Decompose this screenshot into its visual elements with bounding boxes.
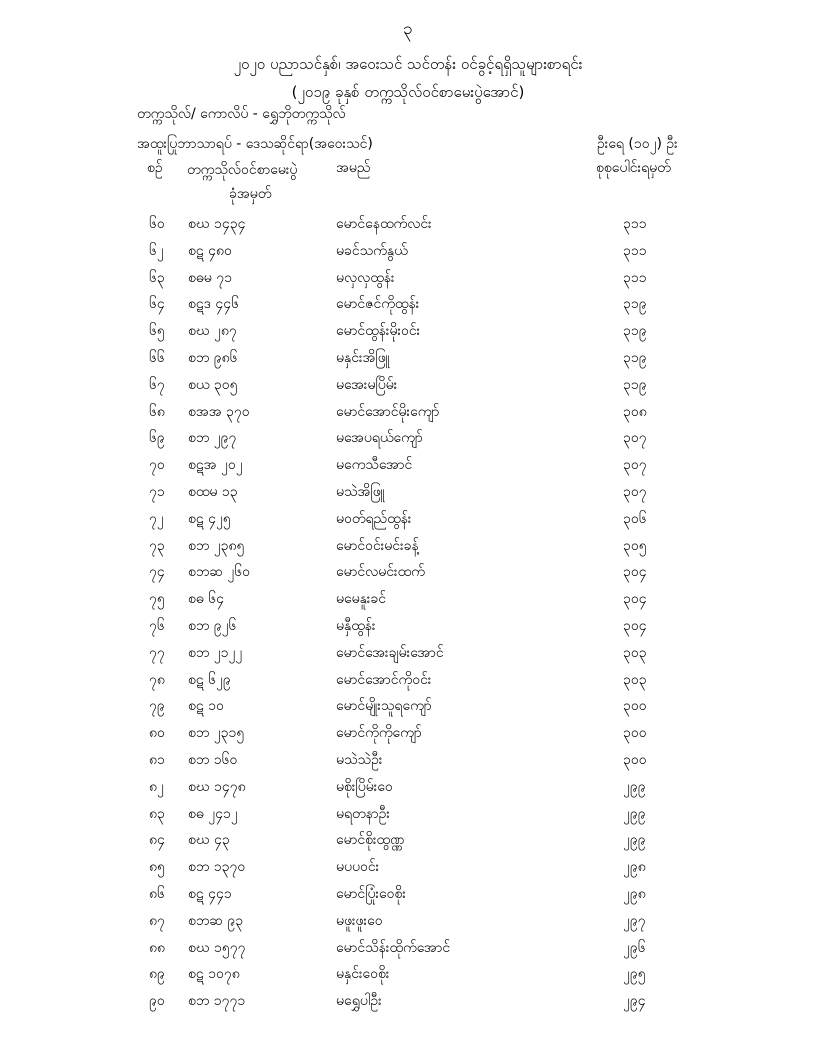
row-sr: ၈၃: [149, 805, 165, 822]
row-roll-number: စဘ ၁၆၀: [188, 752, 238, 768]
row-sr: ၈၈: [149, 939, 165, 956]
row-marks: ၂၉၈: [623, 859, 646, 876]
row-roll-number: စဘ ၂၃၁၅: [188, 725, 245, 742]
table-row: [0, 375, 816, 402]
row-roll-number: စဃ ၄၃: [188, 832, 230, 849]
row-name: မစိုးပြိမ်းဝေ: [336, 778, 393, 795]
row-sr: ၆၀: [149, 216, 165, 232]
row-name: မောင်အောင်ကိုဝင်း: [336, 671, 432, 688]
row-name: မအေးမပြိမ်း: [336, 376, 398, 393]
row-marks: ၂၉၉: [623, 778, 646, 795]
row-roll-number: စဓ ၂၄၁၂: [188, 805, 238, 822]
row-roll-number: စဋ ၁၀၇၈: [188, 966, 240, 983]
row-sr: ၈၁: [149, 752, 165, 768]
row-sr: ၇၂: [149, 510, 164, 527]
table-row: [0, 750, 816, 777]
row-marks: ၃၀၃: [623, 644, 647, 661]
table-row: [0, 321, 816, 348]
row-marks: ၃၀၄: [623, 618, 647, 634]
specialization-line: အထူးပြုဘာသာရပ် - ဒေသဆိုင်ရာ(အဝေးသင်): [137, 136, 373, 152]
row-name: မောင်သိန်းထိုက်အောင်: [336, 939, 451, 956]
row-roll-number: စဃ ၁၄၃၄: [188, 216, 246, 232]
table-row: [0, 294, 816, 321]
row-sr: ၇၈: [149, 671, 165, 688]
row-roll-number: စဘ ၂၉၇: [188, 430, 237, 447]
row-name: မောင်ဇင်ကိုထွန်း: [336, 296, 420, 313]
row-roll-number: စဘ ၁၃၇၀: [188, 859, 246, 876]
row-name: မခင်သက်နွယ်: [336, 242, 408, 259]
row-marks: ၃၁၁: [623, 242, 647, 259]
row-marks: ၃၀၇: [623, 457, 647, 474]
row-roll-number: စဋအ ၂၀၂: [188, 457, 243, 474]
table-row: [0, 455, 816, 482]
row-marks: ၃၁၉: [623, 350, 647, 366]
table-row: [0, 991, 816, 1018]
table-row: [0, 428, 816, 455]
row-roll-number: စဘဆ ၂၆၀: [188, 564, 250, 581]
row-marks: ၃၁၉: [623, 376, 647, 393]
row-sr: ၈၇: [149, 912, 165, 929]
row-sr: ၇၅: [149, 591, 165, 608]
row-roll-number: စဘ ၉၈၆: [188, 350, 238, 366]
row-marks: ၃၀၈: [623, 403, 647, 420]
row-sr: ၇၁: [149, 484, 165, 500]
row-roll-number: စဃ ၂၈၇: [188, 323, 237, 340]
row-roll-number: စထမ ၁၃: [188, 484, 238, 500]
row-marks: ၃၀၇: [623, 430, 647, 447]
row-name: မအေပရယ်ကျော်: [336, 430, 423, 447]
row-marks: ၃၀၅: [623, 537, 647, 554]
row-name: မနှင်းအိဖြူ: [336, 350, 390, 366]
column-header-roll-line2: ခုံအမှတ်: [229, 186, 272, 202]
row-roll-number: စအအ ၃၇၀: [188, 403, 250, 420]
row-name: မောင်အောင်မိုးကျော်: [336, 403, 440, 420]
row-sr: ၈၀: [149, 725, 165, 742]
table-row: [0, 777, 816, 804]
row-marks: ၃၁၁: [623, 269, 647, 286]
row-sr: ၆၆: [149, 350, 165, 366]
table-row: [0, 616, 816, 643]
table-row: [0, 884, 816, 911]
row-name: မမေနူးခင်: [336, 591, 387, 608]
table-row: [0, 589, 816, 616]
row-roll-number: စဋ ၄၈၀: [188, 242, 232, 259]
row-sr: ၇၀: [149, 457, 165, 474]
row-roll-number: စဃ ၁၄၇၈: [188, 778, 246, 795]
row-marks: ၃၀၄: [623, 591, 647, 608]
row-sr: ၇၇: [149, 644, 165, 661]
table-row: [0, 536, 816, 563]
row-sr: ၈၉: [149, 966, 165, 983]
row-marks: ၂၉၆: [623, 939, 646, 956]
row-sr: ၆၈: [149, 403, 165, 420]
row-sr: ၆၉: [149, 430, 165, 447]
table-row: [0, 562, 816, 589]
row-marks: ၃၁၉: [623, 323, 647, 340]
table-row: [0, 402, 816, 429]
row-roll-number: စဘ ၉၂၆: [188, 618, 237, 634]
table-row: [0, 348, 816, 375]
row-name: မောင်ပြုံးဝေစိုး: [336, 886, 406, 902]
table-row: [0, 214, 816, 241]
page-number: ၃: [403, 19, 413, 39]
row-sr: ၈၄: [149, 832, 165, 849]
table-row: [0, 830, 816, 857]
row-marks: ၂၉၅: [623, 966, 646, 983]
row-name: မောင်ဝင်းမင်းခန့်: [336, 537, 419, 554]
university-line: တက္ကသိုလ်/ ကောလိပ် - ရွှေဘိုတက္ကသိုလ်: [137, 106, 346, 122]
row-marks: ၃၀၆: [623, 510, 647, 527]
row-name: မသဲသဲဦး: [336, 752, 383, 768]
row-marks: ၂၉၉: [623, 832, 646, 849]
table-row: [0, 857, 816, 884]
table-row: [0, 804, 816, 831]
row-name: မောင်နေထက်လင်း: [336, 216, 432, 232]
row-name: မသဲအိဖြူ: [336, 484, 385, 500]
table-row: [0, 643, 816, 670]
row-name: မောင်လမင်းထက်: [336, 564, 425, 581]
row-marks: ၂၉၄: [623, 993, 646, 1010]
row-sr: ၉၀: [149, 993, 165, 1010]
table-row: [0, 964, 816, 991]
row-marks: ၃၀၀: [623, 752, 647, 768]
row-marks: ၃၀၃: [623, 671, 647, 688]
quota-count: ဦးရေ (၁၀၂) ဦး: [597, 136, 678, 152]
row-sr: ၈၂: [149, 778, 164, 795]
table-row: [0, 938, 816, 965]
table-row: [0, 241, 816, 268]
row-name: မဝတ်ရည်ထွန်း: [336, 510, 412, 527]
row-name: မလှလှထွန်း: [336, 269, 395, 286]
column-header-roll-line1: တက္ကသိုလ်ဝင်စာမေးပွဲ: [187, 162, 298, 178]
row-sr: ၇၆: [149, 618, 165, 634]
row-marks: ၃၁၁: [623, 216, 647, 232]
row-name: မနှင်းဝေစိုး: [336, 966, 390, 983]
row-marks: ၂၉၇: [623, 912, 646, 929]
row-sr: ၇၄: [149, 564, 165, 581]
row-roll-number: စဋ ၁၀: [188, 698, 224, 715]
row-roll-number: စဘ ၁၇၇၁: [188, 993, 246, 1010]
row-roll-number: စဋ ၄၂၅: [188, 510, 231, 527]
row-name: မောင်ကိုကိုကျော်: [336, 725, 422, 742]
row-name: မကေသီအောင်: [336, 457, 413, 474]
row-name: မောင်မျိုးသူရကျော်: [336, 698, 432, 715]
row-roll-number: စယ ၃၀၅: [188, 376, 238, 393]
row-marks: ၃၀၄: [623, 564, 647, 581]
document-title: ၂၀၂၀ ပညာသင်နှစ်၊ အဝေးသင် သင်တန်း ဝင်ခွင့်ရရှိသူများစာရင်း: [233, 55, 583, 73]
row-marks: ၃၀၇: [623, 484, 647, 500]
row-name: မဖူးဖူးဝေ: [336, 912, 383, 929]
row-name: မောင်ထွန်းမိုးဝင်း: [336, 323, 421, 340]
row-sr: ၇၉: [149, 698, 165, 715]
row-sr: ၆၃: [149, 269, 165, 286]
row-roll-number: စဓမ ၇၁: [188, 269, 232, 286]
row-name: မနှီထွန်း: [336, 618, 376, 634]
row-roll-number: စဋ ၆၂၉: [188, 671, 231, 688]
column-header-sr: စဉ်: [147, 160, 163, 176]
row-roll-number: စဘ ၂၃၈၅: [188, 537, 245, 554]
row-marks: ၃၁၉: [623, 296, 647, 313]
row-sr: ၆၅: [149, 323, 165, 340]
row-roll-number: စဓ ၆၄: [188, 591, 224, 608]
row-roll-number: စဋ ၄၄၁: [188, 886, 232, 902]
table-row: [0, 911, 816, 938]
table-row: [0, 509, 816, 536]
row-sr: ၆၂: [149, 242, 164, 259]
row-sr: ၆၄: [149, 296, 165, 313]
row-marks: ၂၉၉: [623, 805, 646, 822]
row-marks: ၃၀၀: [623, 698, 647, 715]
row-roll-number: စဃ ၁၅၇၇: [188, 939, 246, 956]
row-roll-number: စဘ ၂၁၂၂: [188, 644, 243, 661]
row-marks: ၃၀၀: [623, 725, 647, 742]
column-header-name: အမည်: [336, 160, 371, 176]
row-sr: ၆၇: [149, 376, 165, 393]
row-marks: ၂၉၈: [623, 886, 646, 902]
row-sr: ၈၆: [149, 886, 165, 902]
row-name: မောင်အေးချမ်းအောင်: [336, 644, 444, 661]
table-row: [0, 482, 816, 509]
table-row: [0, 670, 816, 697]
table-row: [0, 268, 816, 295]
row-name: မရတနာဦး: [336, 805, 390, 822]
row-name: မပပဝင်း: [336, 859, 380, 876]
row-sr: ၇၃: [149, 537, 165, 554]
row-name: မရွှေပါဦး: [336, 993, 382, 1010]
column-header-roll: [187, 158, 297, 206]
row-name: မောင်စိုးထွဏ္ဏ: [336, 832, 405, 849]
table-row: [0, 696, 816, 723]
document-subtitle: (၂၀၁၉ ခုနှစ် တက္ကသိုလ်ဝင်စာမေးပွဲအောင်): [291, 83, 525, 101]
row-sr: ၈၅: [149, 859, 165, 876]
row-roll-number: စဋဒ ၄၄၆: [188, 296, 240, 313]
row-roll-number: စဘဆ ၉၃: [188, 912, 244, 929]
table-row: [0, 723, 816, 750]
column-header-marks: စုစုပေါင်းရမှတ်: [596, 160, 671, 176]
